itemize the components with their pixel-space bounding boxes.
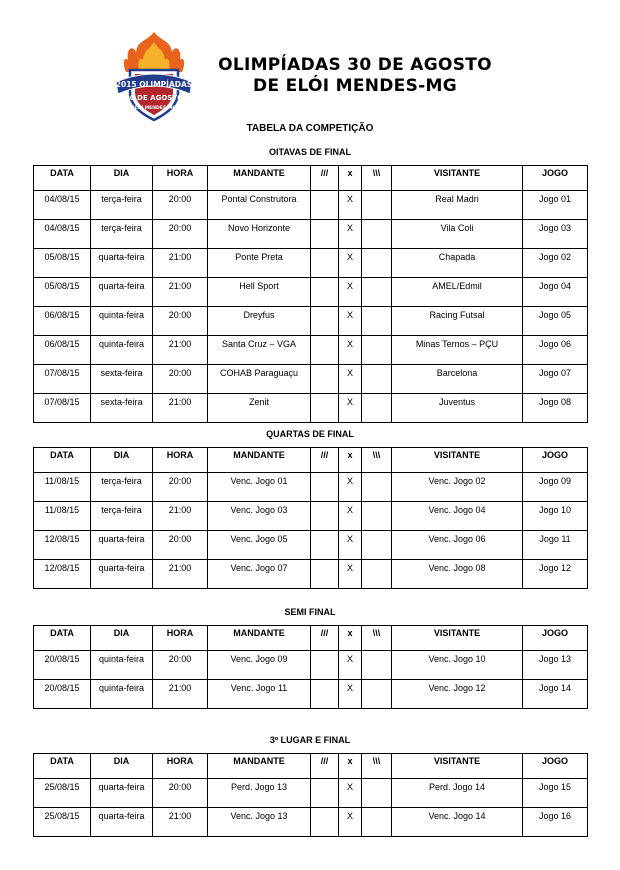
cell-jogo: Jogo 13 [523, 651, 588, 680]
cell-data: 05/08/15 [34, 249, 91, 278]
cell-data: 12/08/15 [34, 560, 91, 589]
table-row [34, 651, 588, 680]
cell-mandante: Hell Sport [208, 278, 311, 307]
column-header-mandante: MANDANTE [208, 754, 311, 779]
column-header-slash: /// [311, 754, 339, 779]
cell-jogo: Jogo 10 [523, 502, 588, 531]
cell-x: X [339, 365, 362, 394]
column-header-data: DATA [34, 448, 91, 473]
table-row [34, 779, 588, 808]
column-header-mandante: MANDANTE [208, 166, 311, 191]
cell-data: 12/08/15 [34, 531, 91, 560]
column-header-x: x [339, 448, 362, 473]
cell-dia: quarta-feira [91, 560, 153, 589]
column-header-slash: /// [311, 626, 339, 651]
cell-hora: 20:00 [153, 473, 208, 502]
schedule-table [33, 753, 588, 837]
cell-dia: sexta-feira [91, 394, 153, 423]
cell-visitante: Barcelona [392, 365, 523, 394]
table-row [34, 502, 588, 531]
column-header-mandante: MANDANTE [208, 626, 311, 651]
table-row [34, 473, 588, 502]
cell-visitante: AMEL/Edmil [392, 278, 523, 307]
cell-x: X [339, 220, 362, 249]
cell-dia: quinta-feira [91, 307, 153, 336]
column-header-dia: DIA [91, 448, 153, 473]
table-header-row [34, 754, 588, 779]
cell-jogo: Jogo 16 [523, 808, 588, 837]
cell-visitante: Perd. Jogo 14 [392, 779, 523, 808]
cell-mandante: Venc. Jogo 13 [208, 808, 311, 837]
column-header-backslash: \\\ [362, 626, 392, 651]
cell-mandante: Venc. Jogo 11 [208, 680, 311, 709]
cell-mandante: Zenit [208, 394, 311, 423]
page-header [0, 0, 620, 134]
schedule-table [33, 625, 588, 709]
cell-jogo: Jogo 05 [523, 307, 588, 336]
cell-dia: terça-feira [91, 473, 153, 502]
cell-mandante: COHAB Paraguaçu [208, 365, 311, 394]
cell-mandante: Ponte Preta [208, 249, 311, 278]
column-header-hora: HORA [153, 754, 208, 779]
cell-hora: 21:00 [153, 502, 208, 531]
section-title: SEMI FINAL [284, 607, 336, 617]
title-line-2: DE ELÓI MENDES-MG [253, 76, 457, 96]
table-row [34, 560, 588, 589]
cell-hora: 21:00 [153, 278, 208, 307]
cell-mandante: Venc. Jogo 05 [208, 531, 311, 560]
section-title: QUARTAS DE FINAL [266, 429, 354, 439]
column-header-hora: HORA [153, 626, 208, 651]
table-row [34, 680, 588, 709]
cell-visitante: Racing Futsal [392, 307, 523, 336]
cell-x: X [339, 680, 362, 709]
column-header-x: x [339, 166, 362, 191]
cell-backslash [362, 779, 392, 808]
cell-slash [311, 191, 339, 220]
cell-jogo: Jogo 06 [523, 336, 588, 365]
table-row [34, 191, 588, 220]
table-row [34, 249, 588, 278]
cell-backslash [362, 220, 392, 249]
column-header-dia: DIA [91, 754, 153, 779]
column-header-slash: /// [311, 166, 339, 191]
section-title: 3º LUGAR E FINAL [269, 735, 351, 745]
cell-dia: terça-feira [91, 220, 153, 249]
cell-backslash [362, 336, 392, 365]
cell-data: 04/08/15 [34, 220, 91, 249]
cell-visitante: Venc. Jogo 12 [392, 680, 523, 709]
logo-text-line3: ELÓI MENDES-MG [131, 106, 177, 111]
column-header-mandante: MANDANTE [208, 448, 311, 473]
cell-visitante: Vila Coli [392, 220, 523, 249]
cell-hora: 21:00 [153, 560, 208, 589]
cell-slash [311, 680, 339, 709]
cell-backslash [362, 560, 392, 589]
cell-data: 07/08/15 [34, 365, 91, 394]
cell-jogo: Jogo 09 [523, 473, 588, 502]
cell-jogo: Jogo 08 [523, 394, 588, 423]
cell-hora: 21:00 [153, 249, 208, 278]
page-subtitle: TABELA DA COMPETIÇÃO [246, 123, 374, 134]
title-line-1: OLIMPÍADAS 30 DE AGOSTO [218, 55, 492, 75]
cell-backslash [362, 365, 392, 394]
cell-slash [311, 365, 339, 394]
cell-backslash [362, 473, 392, 502]
cell-visitante: Venc. Jogo 10 [392, 651, 523, 680]
column-header-data: DATA [34, 626, 91, 651]
cell-slash [311, 651, 339, 680]
cell-slash [311, 531, 339, 560]
column-header-hora: HORA [153, 166, 208, 191]
cell-visitante: Venc. Jogo 04 [392, 502, 523, 531]
cell-data: 20/08/15 [34, 651, 91, 680]
cell-data: 20/08/15 [34, 680, 91, 709]
cell-hora: 21:00 [153, 808, 208, 837]
table-row [34, 307, 588, 336]
cell-jogo: Jogo 14 [523, 680, 588, 709]
cell-data: 05/08/15 [34, 278, 91, 307]
column-header-data: DATA [34, 754, 91, 779]
column-header-jogo: JOGO [523, 166, 588, 191]
cell-jogo: Jogo 04 [523, 278, 588, 307]
logo-text-line2: 30 DE AGOSTO [124, 94, 184, 102]
cell-data: 06/08/15 [34, 307, 91, 336]
column-header-hora: HORA [153, 448, 208, 473]
cell-visitante: Venc. Jogo 14 [392, 808, 523, 837]
cell-x: X [339, 779, 362, 808]
cell-mandante: Pontal Construtora [208, 191, 311, 220]
cell-dia: sexta-feira [91, 365, 153, 394]
cell-hora: 21:00 [153, 394, 208, 423]
cell-x: X [339, 191, 362, 220]
schedule-table [33, 447, 588, 589]
cell-visitante: Chapada [392, 249, 523, 278]
cell-backslash [362, 680, 392, 709]
cell-mandante: Venc. Jogo 01 [208, 473, 311, 502]
column-header-dia: DIA [91, 166, 153, 191]
cell-hora: 21:00 [153, 336, 208, 365]
cell-backslash [362, 651, 392, 680]
column-header-visitante: VISITANTE [392, 448, 523, 473]
section-title: OITAVAS DE FINAL [269, 147, 351, 157]
cell-visitante: Venc. Jogo 08 [392, 560, 523, 589]
cell-x: X [339, 531, 362, 560]
cell-jogo: Jogo 12 [523, 560, 588, 589]
olympic-flame-shield-logo [112, 30, 196, 122]
column-header-x: x [339, 626, 362, 651]
cell-x: X [339, 560, 362, 589]
cell-backslash [362, 808, 392, 837]
column-header-visitante: VISITANTE [392, 626, 523, 651]
cell-mandante: Venc. Jogo 03 [208, 502, 311, 531]
section-0 [33, 145, 587, 423]
cell-hora: 20:00 [153, 651, 208, 680]
cell-x: X [339, 651, 362, 680]
column-header-backslash: \\\ [362, 166, 392, 191]
cell-slash [311, 278, 339, 307]
section-3 [33, 733, 587, 837]
cell-jogo: Jogo 15 [523, 779, 588, 808]
column-header-x: x [339, 754, 362, 779]
table-row [34, 808, 588, 837]
column-header-jogo: JOGO [523, 448, 588, 473]
table-row [34, 278, 588, 307]
cell-visitante: Minas Ternos – PÇU [392, 336, 523, 365]
cell-slash [311, 220, 339, 249]
table-row [34, 394, 588, 423]
column-header-slash: /// [311, 448, 339, 473]
table-row [34, 336, 588, 365]
table-row [34, 531, 588, 560]
cell-data: 07/08/15 [34, 394, 91, 423]
table-row [34, 220, 588, 249]
cell-mandante: Venc. Jogo 07 [208, 560, 311, 589]
cell-mandante: Dreyfus [208, 307, 311, 336]
column-header-visitante: VISITANTE [392, 166, 523, 191]
cell-x: X [339, 473, 362, 502]
cell-x: X [339, 249, 362, 278]
column-header-backslash: \\\ [362, 448, 392, 473]
cell-x: X [339, 808, 362, 837]
cell-data: 25/08/15 [34, 808, 91, 837]
cell-slash [311, 808, 339, 837]
logo-text-line1: 2015 OLIMPÍADAS [115, 80, 193, 89]
cell-x: X [339, 278, 362, 307]
cell-visitante: Real Madri [392, 191, 523, 220]
cell-data: 06/08/15 [34, 336, 91, 365]
cell-jogo: Jogo 02 [523, 249, 588, 278]
cell-dia: quinta-feira [91, 651, 153, 680]
cell-jogo: Jogo 11 [523, 531, 588, 560]
cell-hora: 20:00 [153, 307, 208, 336]
cell-x: X [339, 336, 362, 365]
column-header-jogo: JOGO [523, 754, 588, 779]
cell-slash [311, 249, 339, 278]
cell-slash [311, 394, 339, 423]
page-title [190, 55, 520, 97]
column-header-data: DATA [34, 166, 91, 191]
cell-data: 11/08/15 [34, 473, 91, 502]
section-2 [33, 605, 587, 709]
cell-x: X [339, 502, 362, 531]
cell-dia: terça-feira [91, 191, 153, 220]
cell-dia: quarta-feira [91, 278, 153, 307]
cell-backslash [362, 307, 392, 336]
cell-data: 11/08/15 [34, 502, 91, 531]
column-header-jogo: JOGO [523, 626, 588, 651]
cell-jogo: Jogo 07 [523, 365, 588, 394]
table-row [34, 365, 588, 394]
schedule-table [33, 165, 588, 423]
cell-dia: terça-feira [91, 502, 153, 531]
cell-visitante: Venc. Jogo 06 [392, 531, 523, 560]
cell-dia: quarta-feira [91, 531, 153, 560]
table-header-row [34, 626, 588, 651]
column-header-visitante: VISITANTE [392, 754, 523, 779]
cell-backslash [362, 531, 392, 560]
cell-visitante: Venc. Jogo 02 [392, 473, 523, 502]
cell-jogo: Jogo 01 [523, 191, 588, 220]
cell-backslash [362, 394, 392, 423]
cell-slash [311, 779, 339, 808]
cell-dia: quarta-feira [91, 779, 153, 808]
cell-hora: 20:00 [153, 191, 208, 220]
cell-backslash [362, 191, 392, 220]
cell-mandante: Santa Cruz – VGA [208, 336, 311, 365]
cell-hora: 20:00 [153, 365, 208, 394]
cell-mandante: Venc. Jogo 09 [208, 651, 311, 680]
cell-hora: 21:00 [153, 680, 208, 709]
cell-hora: 20:00 [153, 779, 208, 808]
cell-x: X [339, 307, 362, 336]
cell-backslash [362, 249, 392, 278]
cell-x: X [339, 394, 362, 423]
cell-mandante: Novo Horizonte [208, 220, 311, 249]
cell-slash [311, 502, 339, 531]
cell-hora: 20:00 [153, 531, 208, 560]
cell-backslash [362, 502, 392, 531]
cell-dia: quinta-feira [91, 680, 153, 709]
column-header-dia: DIA [91, 626, 153, 651]
column-header-backslash: \\\ [362, 754, 392, 779]
cell-dia: quinta-feira [91, 336, 153, 365]
cell-slash [311, 336, 339, 365]
cell-data: 25/08/15 [34, 779, 91, 808]
cell-hora: 20:00 [153, 220, 208, 249]
cell-jogo: Jogo 03 [523, 220, 588, 249]
cell-dia: quarta-feira [91, 808, 153, 837]
cell-dia: quarta-feira [91, 249, 153, 278]
cell-visitante: Juventus [392, 394, 523, 423]
cell-mandante: Perd. Jogo 13 [208, 779, 311, 808]
section-1 [33, 427, 587, 589]
cell-slash [311, 473, 339, 502]
cell-slash [311, 307, 339, 336]
table-header-row [34, 166, 588, 191]
table-header-row [34, 448, 588, 473]
cell-data: 04/08/15 [34, 191, 91, 220]
cell-backslash [362, 278, 392, 307]
cell-slash [311, 560, 339, 589]
